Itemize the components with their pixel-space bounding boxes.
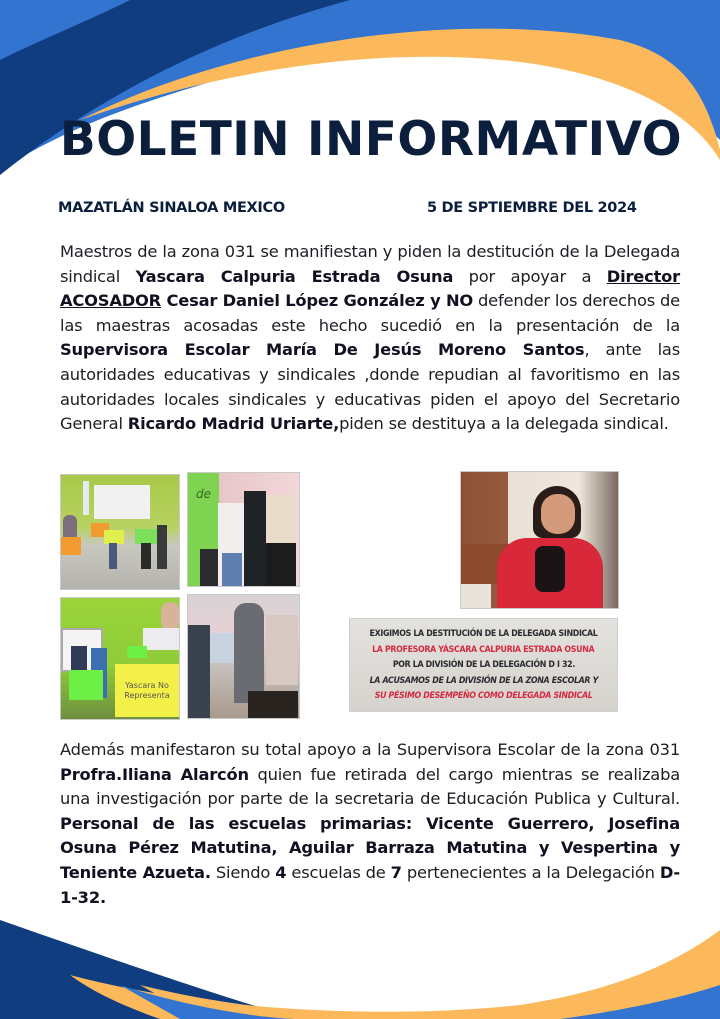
protest-photo-classroom-signs	[60, 474, 180, 590]
text-segment: Además manifestaron su total apoyo a la Supervisora Escolar de la zona 031	[60, 740, 680, 759]
director-accuser-label: Director ACOSADOR	[60, 266, 680, 311]
text-segment: quien fue retirada del cargo mientras se realizaba una investigación por parte de la secretaria de Educación Publica y Cultural.	[60, 764, 681, 809]
schools-list: Personal de las escuelas primarias: Vicente Guerrero, Josefina Osuna Pérez Matutina, Aguilar Barraza Matutina y Vespertina y Teniente Azueta.	[60, 813, 680, 882]
location-label: MAZATLÁN SINALOA MEXICO	[58, 200, 285, 216]
text-segment: pertenecientes a la Delegación	[401, 862, 660, 882]
protest-photo-meeting-room	[187, 594, 300, 719]
support-paragraph	[60, 738, 680, 910]
protest-photo-group-standing	[187, 472, 300, 587]
delegate-name: Yascara Calpuria Estrada Osuna	[135, 266, 454, 286]
intro-paragraph	[60, 240, 680, 437]
schools-total: 7	[390, 862, 402, 882]
text-segment: piden se destituya a la delegada sindical.	[339, 414, 669, 434]
supervisor-iliana-name: Profra.Iliana Alarcón	[60, 764, 249, 784]
banner-line-3: POR LA DIVISIÓN DE LA DELEGACIÓN D I 32.	[392, 659, 575, 671]
protest-sign-text: Yascara No Representa	[124, 680, 170, 700]
secretary-general-name: Ricardo Madrid Uriarte,	[127, 414, 340, 434]
page-title: BOLETIN INFORMATIVO	[59, 112, 683, 167]
banner-line-2: LA PROFESORA YÁSCARA CALPURIA ESTRADA OSUNA	[372, 643, 595, 655]
banner-line-5: SU PÉSIMO DESEMPEÑO COMO DELEGADA SINDICAL	[374, 690, 593, 702]
delegate-portrait-photo	[460, 471, 619, 609]
text-segment: escuelas de	[286, 862, 391, 882]
text-segment: , ante las autoridades educativas y sindicales ,donde repudian al favoritismo en las autoridades locales sindicales y educativas piden el apoyo del Secretario General	[60, 340, 680, 434]
text-segment: Siendo	[210, 862, 276, 882]
protest-banner	[349, 618, 618, 712]
schools-count: 4	[275, 862, 287, 882]
wall-letters: de	[196, 487, 211, 501]
date-label: 5 DE SPTIEMBRE DEL 2024	[427, 200, 637, 216]
supervisor-name: Supervisora Escolar María De Jesús Moreno Santos	[60, 340, 585, 360]
protest-photo-yellow-sign	[60, 597, 180, 720]
banner-line-1: EXIGIMOS LA DESTITUCIÓN DE LA DELEGADA SINDICAL	[369, 628, 598, 640]
text-segment: por apoyar a	[453, 266, 607, 286]
text-segment: Maestros de la zona 031 se manifiestan y piden la destitución de la Delegada sindical	[60, 242, 680, 286]
banner-line-4: LA ACUSAMOS DE LA DIVISIÓN DE LA ZONA ESCOLAR Y	[369, 674, 598, 686]
text-segment: defender los derechos de las maestras acosadas este hecho sucedió en la presentación de la	[60, 291, 680, 335]
delegation-code: D-1-32.	[60, 862, 680, 907]
director-name: Cesar Daniel López González y NO	[161, 291, 474, 311]
